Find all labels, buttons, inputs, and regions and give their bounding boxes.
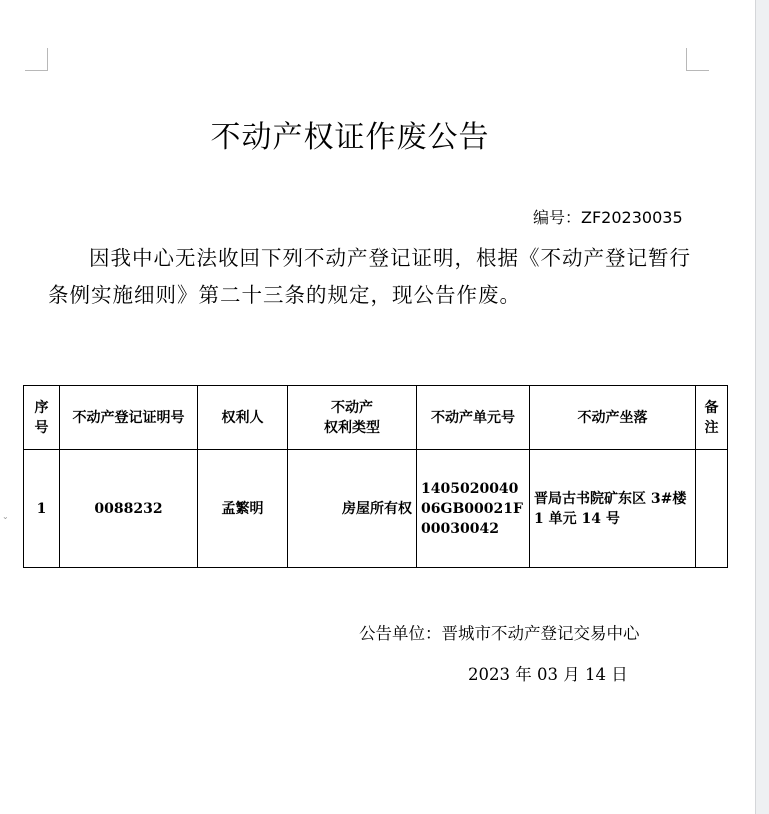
issue-date: 2023 年 03 月 14 日 (468, 665, 628, 684)
cell-location: 晋局古书院矿东区 3#楼 1 单元 14 号 (530, 450, 696, 568)
cell-remark (696, 450, 728, 568)
announcement-body: 因我中心无法收回下列不动产登记证明，根据《不动产登记暂行条例实施细则》第二十三条的规定，现公告作废。 (48, 246, 691, 307)
table-header-row (24, 386, 728, 450)
cell-owner: 孟繁明 (198, 450, 288, 568)
document-number (533, 205, 683, 228)
table-row (24, 450, 728, 568)
cell-right-type: 房屋所有权 (288, 450, 417, 568)
cell-seq: 1 (24, 450, 60, 568)
document-number-value: ZF20230035 (581, 208, 683, 227)
crop-mark-top-left (25, 48, 48, 71)
header-owner: 权利人 (198, 386, 288, 450)
cell-cert-no: 0088232 (60, 450, 198, 568)
header-seq: 序号 (24, 386, 60, 450)
header-right-type: 不动产 权利类型 (288, 386, 417, 450)
issuer-line: 公告单位：晋城市不动产登记交易中心 (359, 624, 640, 643)
margin-marker-icon: ⌄ (2, 512, 9, 521)
crop-mark-top-right (686, 48, 709, 71)
header-unit-no: 不动产单元号 (417, 386, 530, 450)
header-remark: 备注 (696, 386, 728, 450)
cell-unit-no: 140502004006GB00021F00030042 (417, 450, 530, 568)
scrollbar-track[interactable] (756, 0, 769, 814)
void-certificate-table (23, 385, 728, 568)
page-title: 不动产权证作废公告 (210, 120, 490, 155)
header-location: 不动产坐落 (530, 386, 696, 450)
header-cert-no: 不动产登记证明号 (60, 386, 198, 450)
document-number-label: 编号： (533, 208, 582, 227)
